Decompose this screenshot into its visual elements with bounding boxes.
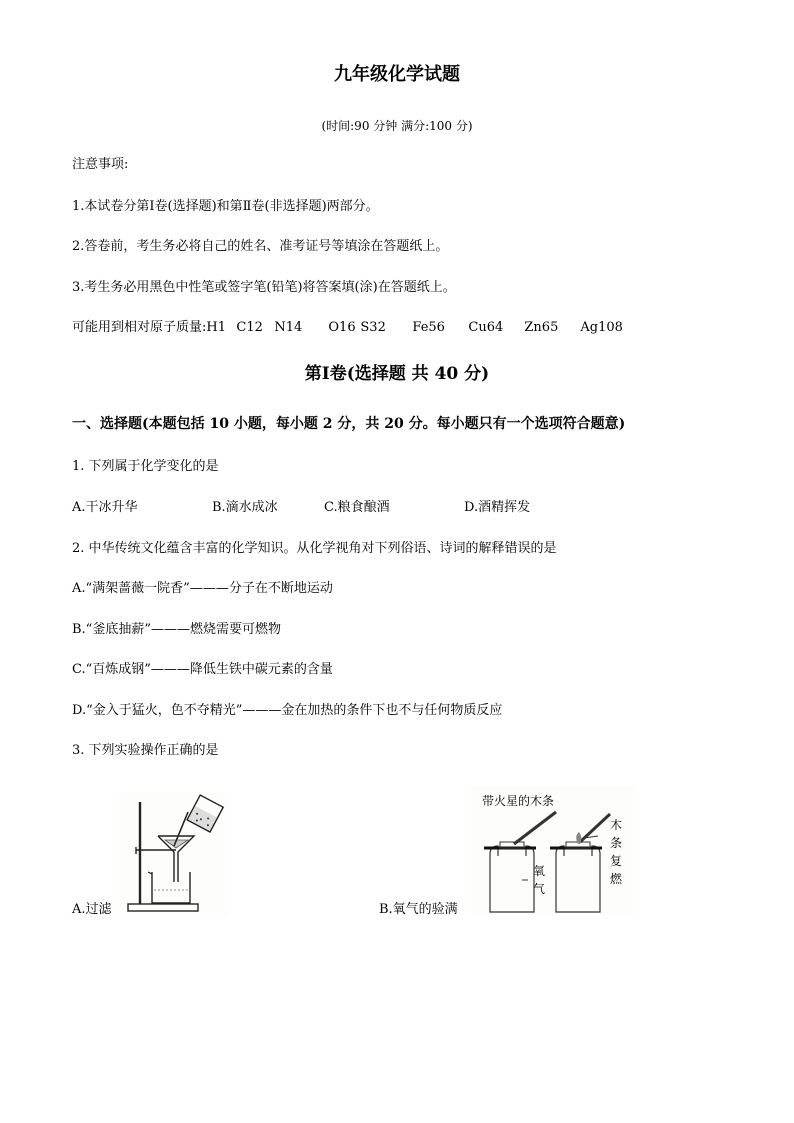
filtration-apparatus-icon (118, 792, 228, 916)
fig-b-label-top: 带火星的木条 (482, 794, 555, 808)
question-2-option-c: C.“百炼成钢”———降低生铁中碳元素的含量 (72, 662, 333, 677)
question-3-stem: 3. 下列实验操作正确的是 (72, 743, 219, 758)
note-item-3: 3.考生务必用黑色中性笔或签字笔(铅笔)将答案填(涂)在答题纸上。 (72, 280, 456, 295)
fig-b-label-side-2: 条 (610, 836, 623, 850)
question-1-option-b: B.滴水成冰 (212, 500, 278, 515)
question-1-option-a: A.干冰升华 (72, 500, 138, 515)
part-heading: 一、选择题(本题包括 10 小题，每小题 2 分，共 20 分。每小题只有一个选项符合题意) (72, 416, 626, 432)
atomic-mass-cu: Cu64 (468, 320, 504, 335)
page-title: 九年级化学试题 (334, 64, 460, 85)
oxygen-test-figure (470, 786, 636, 914)
note-item-1: 1.本试卷分第Ⅰ卷(选择题)和第Ⅱ卷(非选择题)两部分。 (72, 199, 379, 214)
page-subtitle: (时间:90 分钟 满分:100 分) (321, 119, 473, 133)
fig-b-label-side-1: 木 (610, 818, 623, 832)
atomic-masses-label: 可能用到相对原子质量: (72, 320, 207, 335)
atomic-mass-n: N14 (274, 320, 303, 335)
atomic-mass-h: H1 (206, 320, 226, 335)
atomic-mass-zn: Zn65 (524, 320, 559, 335)
atomic-mass-c: C12 (236, 320, 263, 335)
question-1-stem: 1. 下列属于化学变化的是 (72, 459, 219, 474)
atomic-mass-ag: Ag108 (580, 320, 623, 335)
filtration-figure (118, 792, 228, 916)
question-2-option-d: D.“金入于猛火，色不夺精光”———金在加热的条件下也不与任何物质反应 (72, 703, 503, 718)
question-2-stem: 2. 中华传统文化蕴含丰富的化学知识。从化学视角对下列俗语、诗词的解释错误的是 (72, 541, 557, 556)
section-title: 第Ⅰ卷(选择题 共 40 分) (304, 364, 490, 384)
question-3-option-b: B.氧气的验满 (379, 902, 458, 917)
atomic-mass-o: O16 (328, 320, 356, 335)
fig-b-label-gas-1: 氧 (533, 864, 546, 878)
atomic-masses (72, 320, 623, 336)
question-3-option-a: A.过滤 (72, 902, 112, 917)
fig-b-label-gas-2: 气 (533, 882, 546, 896)
question-2-option-a: A.“满架蔷薇一院香”———分子在不断地运动 (72, 581, 333, 596)
note-item-2: 2.答卷前，考生务必将自己的姓名、准考证号等填涂在答题纸上。 (72, 239, 449, 254)
atomic-mass-fe: Fe56 (412, 320, 445, 335)
question-1-option-c: C.粮食酿酒 (324, 500, 390, 515)
notes-heading: 注意事项: (72, 157, 129, 172)
question-2-option-b: B.“釜底抽薪”———燃烧需要可燃物 (72, 622, 281, 637)
question-1-option-d: D.酒精挥发 (464, 500, 531, 515)
fig-b-label-side-4: 燃 (610, 872, 623, 886)
question-1-options (72, 500, 530, 516)
atomic-mass-s: S32 (360, 320, 386, 335)
fig-b-label-side-3: 复 (610, 854, 623, 868)
